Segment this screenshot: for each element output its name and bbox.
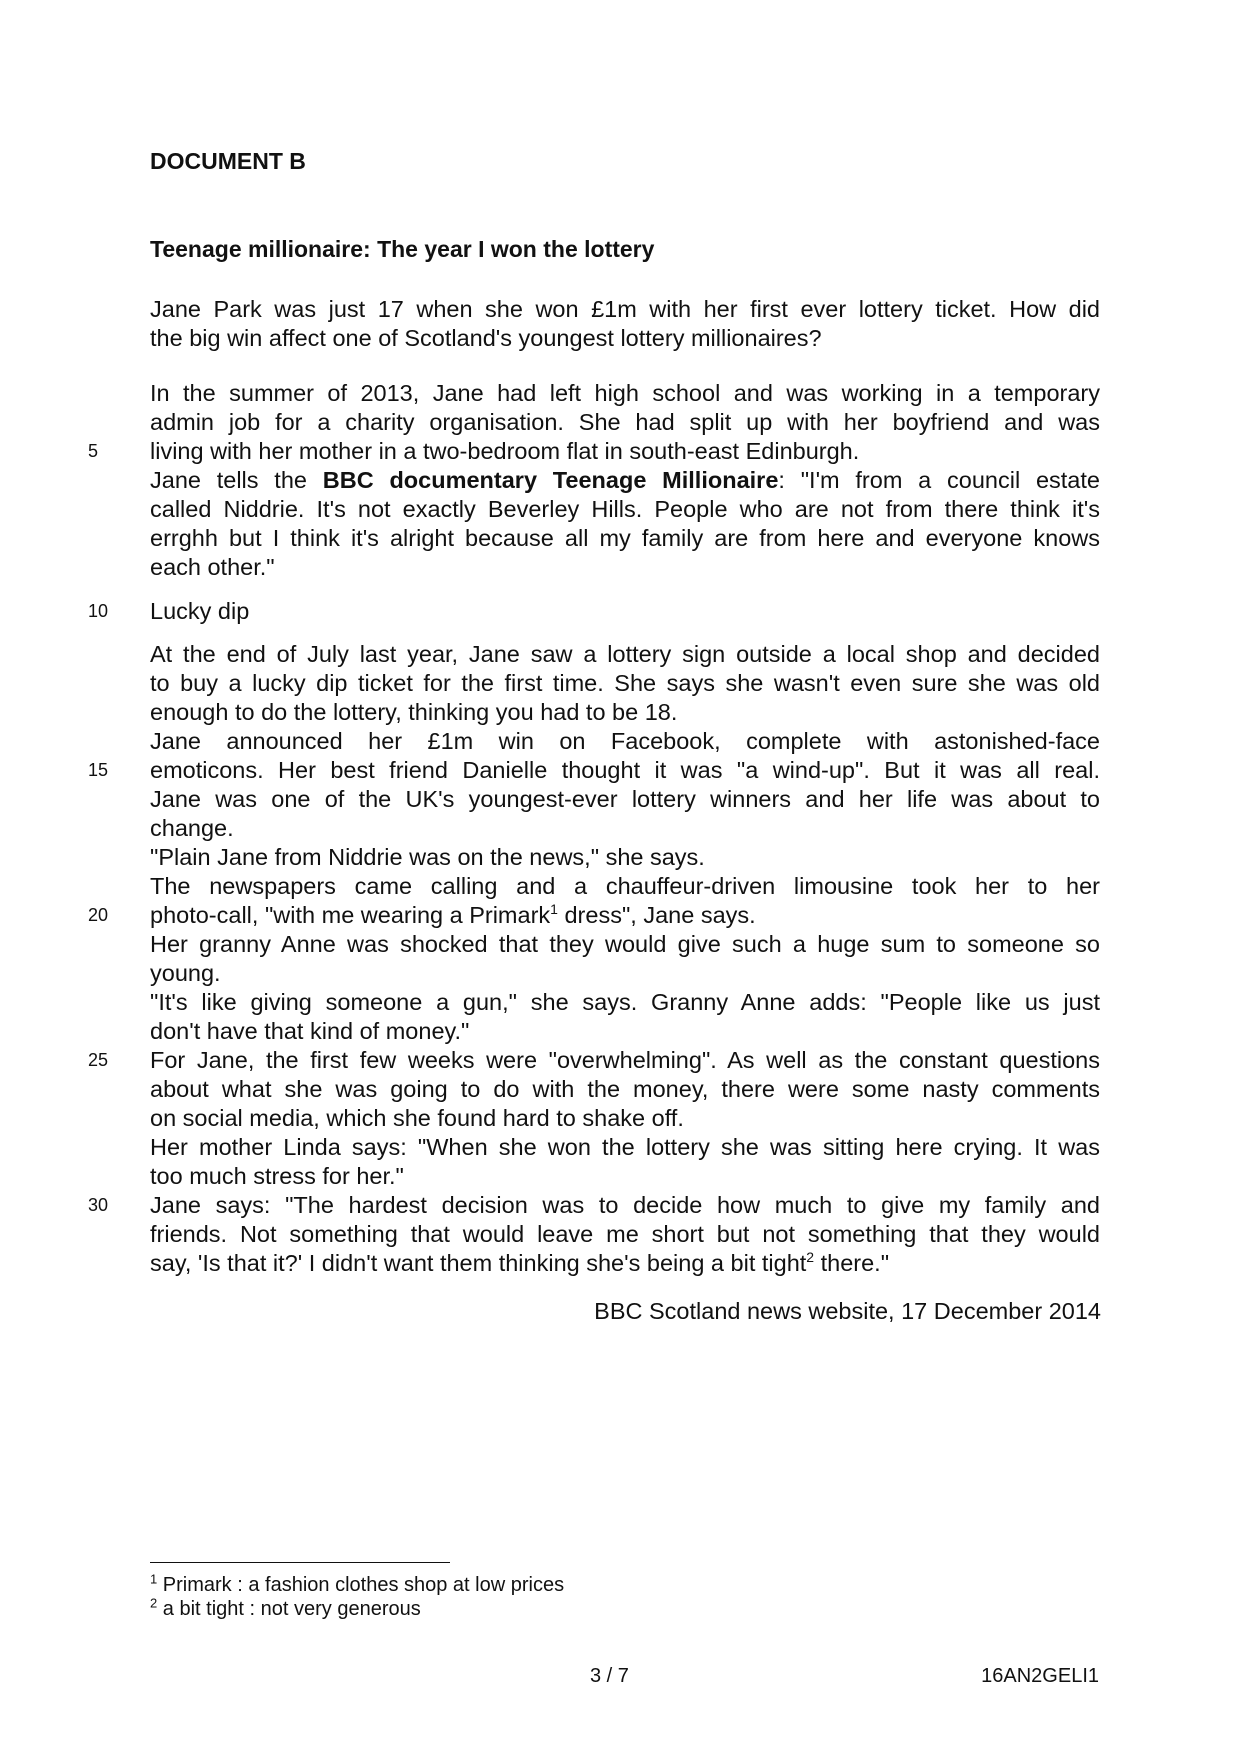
line-number: 15: [88, 760, 109, 780]
body-line: Lucky dip: [150, 598, 250, 624]
body-line: change.: [150, 815, 234, 841]
article-title: Teenage millionaire: The year I won the lottery: [150, 236, 655, 262]
line-segment: photo-call, "with me wearing a Primark: [150, 902, 551, 928]
body-line: At the end of July last year, Jane saw a lottery sign outside a local shop and decided: [150, 641, 1100, 667]
body-line: Her mother Linda says: "When she won the lottery she was sitting here crying. It was: [150, 1134, 1100, 1160]
body-line: too much stress for her.": [150, 1163, 404, 1189]
line-number: 10: [88, 601, 109, 621]
body-line: each other.": [150, 554, 275, 580]
footnote-2: [150, 1597, 421, 1621]
body-line: emoticons. Her best friend Danielle thought it was "a wind-up". But it was all real.: [150, 757, 1100, 783]
body-line: [150, 901, 1100, 930]
body-line: to buy a lucky dip ticket for the first time. She says she wasn't even sure she was old: [150, 670, 1100, 696]
body-line: Jane announced her £1m win on Facebook, complete with astonished-face: [150, 728, 1100, 754]
footnote-marker: 1: [150, 1571, 158, 1587]
body-line: living with her mother in a two-bedroom flat in south-east Edinburgh.: [150, 438, 860, 464]
body-line: called Niddrie. It's not exactly Beverley Hills. People who are not from there think it's: [150, 496, 1100, 522]
body-line: "It's like giving someone a gun," she says. Granny Anne adds: "People like us just: [150, 989, 1100, 1015]
body-line: The newspapers came calling and a chauffeur-driven limousine took her to her: [150, 873, 1100, 899]
line-number: 30: [88, 1195, 109, 1215]
body-line: [150, 1249, 1100, 1278]
line-segment: say, 'Is that it?' I didn't want them thinking she's being a bit tight: [150, 1250, 807, 1276]
footnote-text: a bit tight : not very generous: [157, 1598, 421, 1620]
footnote-reference: 2: [806, 1249, 815, 1266]
body-line: admin job for a charity organisation. She had split up with her boyfriend and was: [150, 409, 1100, 435]
body-line: about what she was going to do with the money, there were some nasty comments: [150, 1076, 1100, 1102]
line-number: 25: [88, 1050, 109, 1070]
body-line: Jane says: "The hardest decision was to decide how much to give my family and: [150, 1192, 1100, 1218]
footnote-text: Primark : a fashion clothes shop at low prices: [157, 1574, 565, 1596]
body-line: the big win affect one of Scotland's youngest lottery millionaires?: [150, 325, 822, 351]
body-line: enough to do the lottery, thinking you had to be 18.: [150, 699, 678, 725]
body-line: For Jane, the first few weeks were "overwhelming". As well as the constant questions: [150, 1047, 1100, 1073]
source-citation: BBC Scotland news website, 17 December 2014: [594, 1298, 1101, 1324]
body-line: Jane was one of the UK's youngest-ever lottery winners and her life was about to: [150, 786, 1100, 812]
bold-phrase: BBC documentary Teenage Millionaire: [322, 467, 779, 493]
body-line: on social media, which she found hard to shake off.: [150, 1105, 684, 1131]
footnote-rule: [150, 1562, 450, 1563]
body-line: In the summer of 2013, Jane had left high school and was working in a temporary: [150, 380, 1100, 406]
body-line: errghh but I think it's alright because all my family are from here and everyone knows: [150, 525, 1100, 551]
line-segment: Jane tells the: [150, 467, 323, 493]
document-code: 16AN2GELI1: [981, 1665, 1099, 1687]
body-line: [150, 466, 1100, 495]
body-line: don't have that kind of money.": [150, 1018, 470, 1044]
body-line: Jane Park was just 17 when she won £1m with her first ever lottery ticket. How did: [150, 296, 1100, 322]
body-line: "Plain Jane from Niddrie was on the news," she says.: [150, 844, 705, 870]
footnote-marker: 2: [150, 1595, 158, 1611]
line-number: 5: [88, 441, 99, 461]
line-segment: : "I'm from a council estate: [778, 467, 1100, 493]
line-number: 20: [88, 905, 109, 925]
page-number: 3 / 7: [590, 1665, 629, 1687]
body-line: young.: [150, 960, 221, 986]
line-segment: there.": [814, 1250, 890, 1276]
line-segment: dress", Jane says.: [557, 902, 756, 928]
footnote-1: [150, 1573, 564, 1597]
document-label: DOCUMENT B: [150, 148, 306, 174]
body-line: friends. Not something that would leave me short but not something that they would: [150, 1221, 1100, 1247]
footnote-reference: 1: [550, 901, 558, 918]
body-line: Her granny Anne was shocked that they would give such a huge sum to someone so: [150, 931, 1100, 957]
